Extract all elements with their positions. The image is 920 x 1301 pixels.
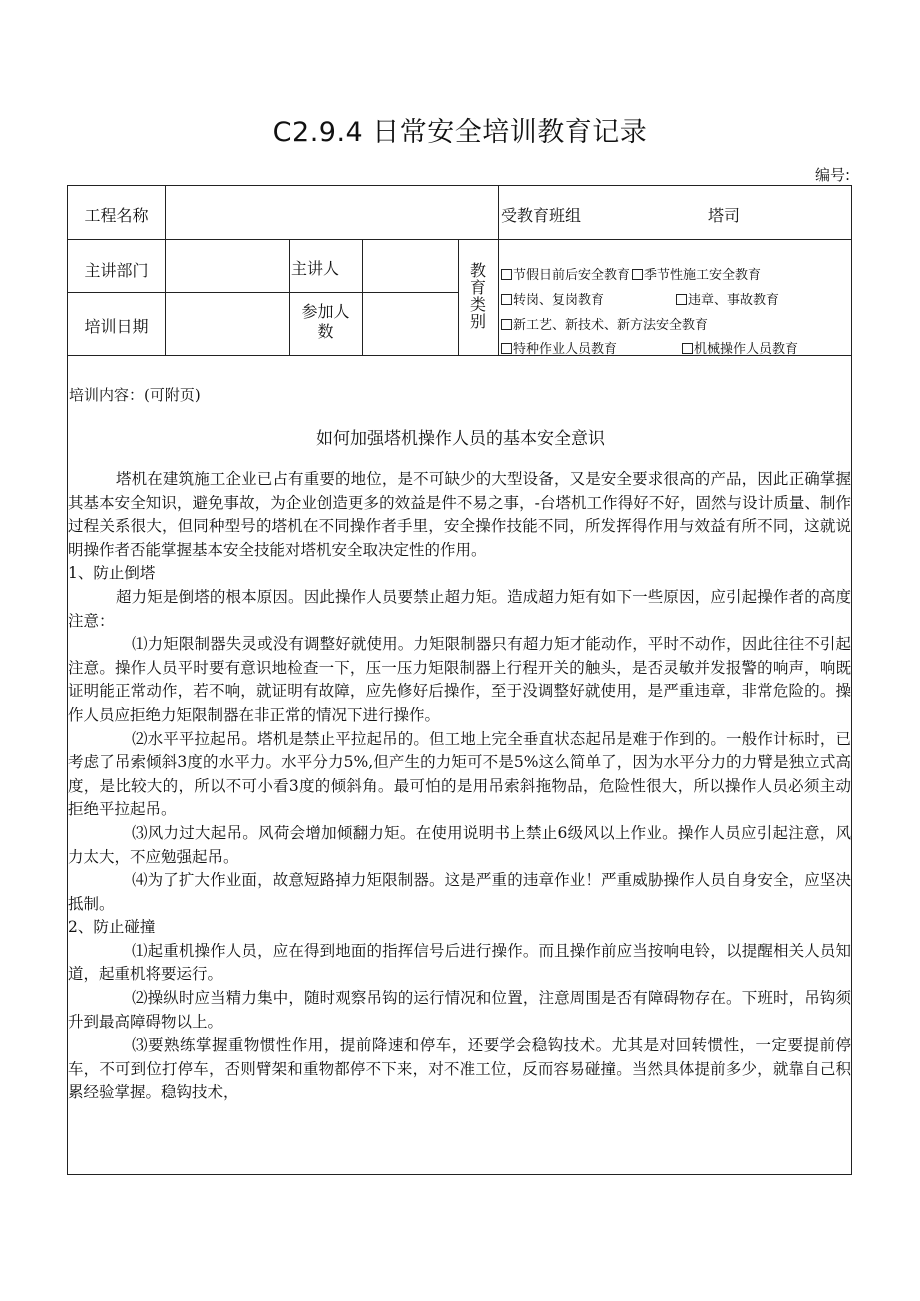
lecturer-label: 主讲人 — [291, 259, 340, 278]
class-label: 受教育班组 — [501, 206, 582, 225]
checkbox[interactable] — [501, 343, 512, 354]
row-divider — [68, 239, 851, 240]
paragraph: ⑴力矩限制器失灵或没有调整好就使用。力矩限制器只有超力矩才能动作，平时不动作，因此往往不引起注意。操作人员平时要有意识地检查一下，压一压力矩限制器上行程开关的触头，是否灵敏并发报警的响声，响既证明能正常动作，若不响，就证明有故障，应先修好后操作，至于没调整好就使用，是严重违章，非常危险的。操作人员应拒绝力矩限制器在非正常的情况下进行操作。 — [68, 635, 851, 724]
attendees-label-line-2: 数 — [317, 322, 334, 341]
content-body — [68, 468, 851, 1105]
edu-type-char: 教 — [469, 261, 486, 280]
paragraph: ⑶要熟练掌握重物惯性作用，提前降速和停车，还要学会稳钩技术。尤其是对回转惯性，一定要提前停车，不可到位打停车，否则臂架和重物都停不下来，对不准工位，反而容易碰撞。当然具体提前多少，就靠自己积累经验掌握。稳钩技术， — [68, 1036, 851, 1102]
category-label: 转岗、复岗教育 — [513, 293, 605, 308]
paragraph: 超力矩是倒塔的根本原因。因此操作人员要禁止超力矩。造成超力矩有如下一些原因，应引起操作者的高度注意： — [68, 587, 851, 630]
attendees-label — [289, 302, 362, 342]
col-divider — [362, 239, 363, 355]
paragraph: ⑷为了扩大作业面，故意短路掉力矩限制器。这是严重的违章作业！严重威胁操作人员自身安全，应坚决抵制。 — [68, 871, 851, 913]
checkbox[interactable] — [501, 319, 512, 330]
edu-type-char: 别 — [469, 312, 486, 331]
category-row — [501, 314, 708, 333]
checkbox[interactable] — [676, 294, 687, 305]
checkbox[interactable] — [501, 269, 512, 280]
category-row — [501, 289, 604, 308]
section-heading: 2、防止碰撞 — [68, 918, 156, 937]
col-divider — [498, 186, 499, 239]
paragraph: 塔机在建筑施工企业已占有重要的地位，是不可缺少的大型设备，又是安全要求很高的产品，因此正确掌握其基本安全知识，避免事故，为企业创造更多的效益是件不易之事，-台塔机工作得好不好，固然与设计质量、制作过程关系很大，但同种型号的塔机在不同操作者手里，安全操作技能不同，所发挥得作用与效益有所不同，这就说明操作者否能掌握基本安全技能对塔机安全取决定性的作用。 — [68, 470, 851, 559]
paragraph: ⑵水平平拉起吊。塔机是禁止平拉起吊的。但工地上完全垂直状态起吊是难于作到的。一般作计标时，已考虑了吊索倾斜3度的水平力。水平分力5%,但产生的力矩可不是5%这么简单了，因为水平分力的力臂是独立式高度，是比较大的，所以不可小看3度的倾斜角。最可怕的是用吊索斜拖物品，危险性很大，所以操作人员必须主动拒绝平拉起吊。 — [68, 729, 851, 819]
checkbox[interactable] — [501, 294, 512, 305]
edu-type-char: 育 — [469, 278, 486, 297]
category-label: 违章、事故教育 — [688, 293, 780, 308]
dept-label: 主讲部门 — [84, 261, 149, 280]
category-label: 节假日前后安全教育 — [513, 268, 631, 283]
category-row — [501, 338, 617, 357]
category-label: 特种作业人员教育 — [513, 342, 618, 357]
checkbox[interactable] — [632, 269, 643, 280]
page-title: C2.9.4 日常安全培训教育记录 — [272, 117, 648, 148]
content-label: 培训内容：(可附页) — [69, 386, 201, 404]
paragraph: ⑶风力过大起吊。风荷会增加倾翻力矩。在使用说明书上禁止6级风以上作业。操作人员应引起注意，风力太大，不应勉强起吊。 — [68, 823, 851, 866]
checkbox[interactable] — [682, 343, 693, 354]
doc-number-label: 编号: — [814, 166, 850, 184]
class-value[interactable]: 塔司 — [708, 206, 741, 225]
category-label: 新工艺、新技术、新方法安全教育 — [513, 318, 709, 333]
col-divider — [458, 239, 459, 355]
section-heading: 1、防止倒塔 — [68, 564, 156, 583]
category-row — [676, 289, 779, 308]
category-row — [501, 264, 761, 283]
record-form — [67, 185, 852, 1175]
edu-type-char: 类 — [469, 295, 486, 314]
category-label: 机械操作人员教育 — [694, 342, 799, 357]
paragraph: ⑵操纵时应当精力集中，随时观察吊钩的运行情况和位置，注意周围是否有障碍物存在。下班时，吊钩须升到最高障碍物以上。 — [68, 989, 851, 1031]
project-name-label: 工程名称 — [84, 206, 149, 225]
paragraph: ⑴起重机操作人员，应在得到地面的指挥信号后进行操作。而且操作前应当按响电铃，以提醒相关人员知道，起重机将要运行。 — [68, 941, 851, 984]
attendees-label-line-1: 参加人 — [301, 302, 350, 321]
row-divider — [68, 292, 458, 293]
date-label: 培训日期 — [84, 317, 149, 336]
col-divider — [498, 239, 499, 355]
col-divider — [165, 186, 166, 355]
content-heading: 如何加强塔机操作人员的基本安全意识 — [316, 429, 605, 449]
edu-type-label — [468, 262, 488, 330]
category-label: 季节性施工安全教育 — [644, 268, 762, 283]
category-row — [682, 338, 798, 357]
